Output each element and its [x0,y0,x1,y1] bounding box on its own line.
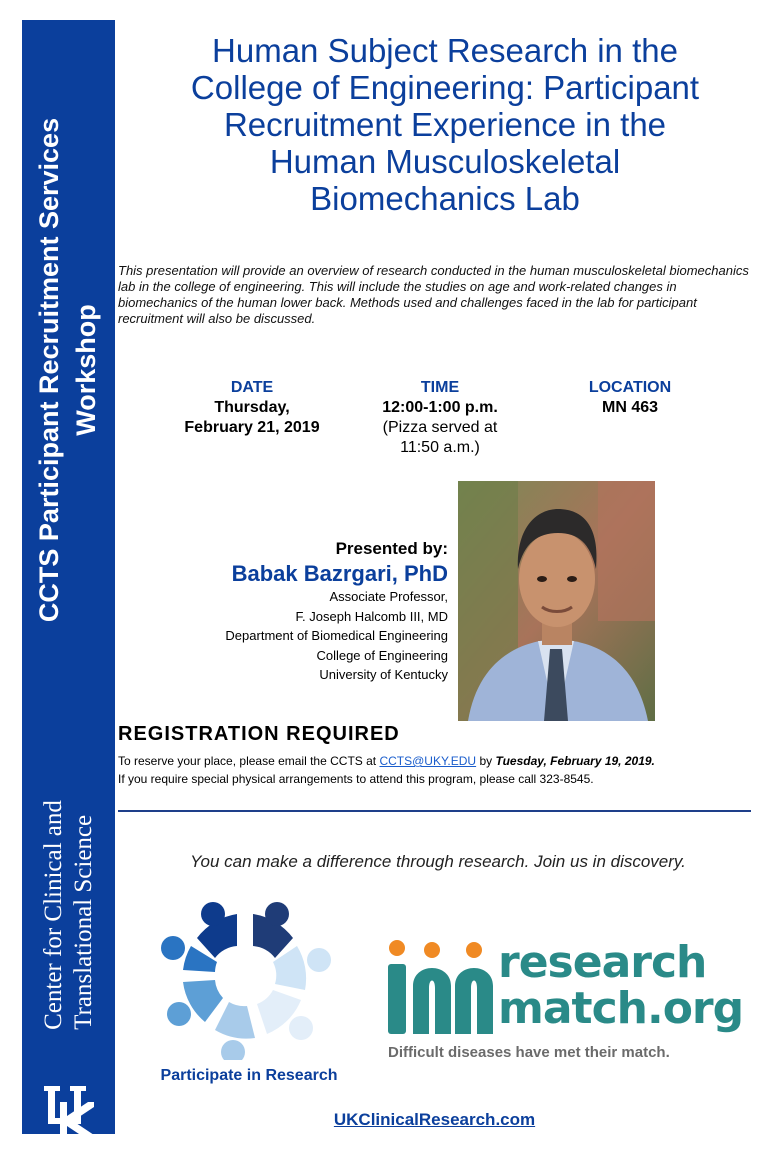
presenter-title-1: Associate Professor, [329,589,448,604]
registration-text-b: by [476,754,496,768]
presenter-college: College of Engineering [316,647,448,663]
time-line-2: (Pizza served at [382,419,498,436]
accommodation-note: If you require special physical arrangements to attend this program, please call 323-8545. [118,772,594,786]
time-line-1: 12:00-1:00 p.m. [382,399,498,416]
sidebar-title-line-1: CCTS Participant Recruitment Services [34,117,65,623]
presenter-photo [458,481,655,721]
location-block [560,378,700,418]
researchmatch-wordmark [498,937,744,1034]
title-line-2: College of Engineering: Participant [190,69,700,106]
sidebar-title-area [22,20,115,720]
presenter-university: University of Kentucky [319,667,448,682]
email-link[interactable]: CCTS@UKY.EDU [379,754,477,768]
time-block [352,378,528,458]
page-title [125,32,765,217]
researchmatch-tagline: Difficult diseases have met their match. [388,1044,670,1061]
location-label: LOCATION [588,379,672,396]
date-block [165,378,339,438]
researchmatch-line-2: match.org [498,983,744,1034]
time-line-3: 11:50 a.m.) [400,439,480,456]
date-line-2: February 21, 2019 [184,419,320,436]
registration-instructions [118,753,655,769]
date-label: DATE [230,379,274,396]
org-name-line-2: Translational Science [69,814,97,1030]
participate-label: Participate in Research [160,1067,338,1084]
date-line-1: Thursday, [214,399,290,416]
presenter-department: Department of Biomedical Engineering [225,628,448,643]
participate-circle-icon [148,888,342,1060]
registration-text-a: To reserve your place, please email the CCTS at [118,754,380,768]
presenter-name: Babak Bazrgari, PhD [231,561,448,586]
researchmatch-line-1: research [498,937,707,988]
presented-by-label: Presented by: [335,539,448,558]
presenter-block [118,538,448,685]
sidebar-banner [22,20,115,1134]
location-line-1: MN 463 [601,399,659,416]
divider [118,810,751,812]
title-line-3: Recruitment Experience in the [223,106,667,143]
website-link[interactable]: UKClinicalResearch.com [333,1110,536,1129]
researchmatch-figures-icon [385,940,500,1040]
uk-logo-icon [40,1082,98,1144]
org-name [39,800,99,1030]
sidebar-org-area [22,750,115,1080]
sidebar-title-line-2: Workshop [71,304,102,436]
title-line-5: Biomechanics Lab [310,180,580,217]
sidebar-title [32,118,106,622]
org-name-line-1: Center for Clinical and [39,800,67,1030]
time-label: TIME [420,379,460,396]
presenter-title-2: F. Joseph Halcomb III, MD [295,608,448,624]
tagline: You can make a difference through research. Join us in discovery. [190,852,686,871]
registration-heading: REGISTRATION REQUIRED [118,723,400,745]
title-line-4: Human Musculoskeletal [269,143,621,180]
description: This presentation will provide an overview of research conducted in the human musculoskeletal biomechanics lab in the college of engineering. This will include the studies on age and work-related changes in biomechanics of the human lower back. Methods used and challenges faced in the lab for participant recruitment will also be discussed. [118,263,749,326]
registration-deadline: Tuesday, February 19, 2019. [495,754,655,768]
title-line-1: Human Subject Research in the [212,32,678,69]
